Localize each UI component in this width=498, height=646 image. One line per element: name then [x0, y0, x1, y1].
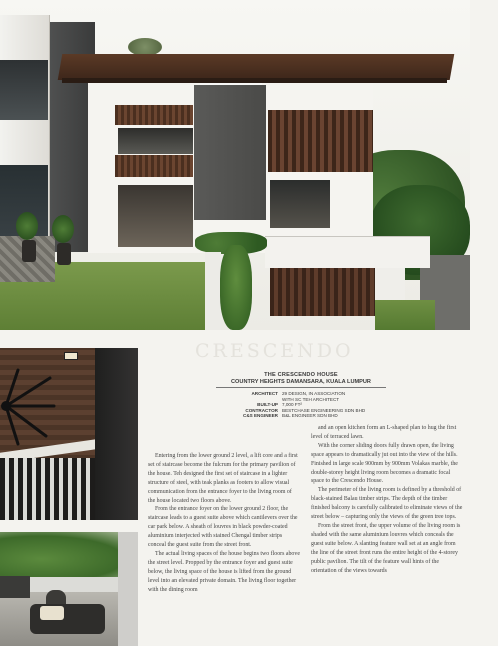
- body-column-2: [311, 424, 463, 575]
- body-paragraph: The perimeter of the living room is defined by a threshold of black-stained Balau timber strips. The depth of the timber finished balcony is carefully calibrated to eliminate views of the street below – capturing only the views of the green tree tops.: [311, 487, 463, 521]
- faded-watermark: CRESCENDO: [195, 340, 354, 362]
- house-exterior-photo: [0, 0, 470, 330]
- credit-value: B&L ENGINEER SDN BHD: [282, 413, 338, 419]
- body-column-1: [148, 452, 300, 595]
- body-paragraph: From the street front, the upper volume of the living room is shaded with the same aluminium louvres which conceals the guest suite below. A slanting feature wall set at an angle from the line of the street front runs the entire height of the 4-storey public pavilion. The tilt of the feature wall hints of the orientation of the views towards: [311, 522, 461, 574]
- credit-value: WITH SC TEH ARCHITECT: [282, 396, 340, 402]
- project-credits: [216, 372, 386, 419]
- credit-row: [216, 413, 365, 419]
- body-paragraph: The actual living spaces of the house begins two floors above the street level. Propped by the entrance foyer and guest suite below, the living space of the house is lifted from the ground level into an elevated private domain. The living floor together with the dining room: [148, 550, 300, 593]
- credit-label: BUILT-UP: [257, 402, 278, 408]
- ceiling-fan-icon: [0, 366, 58, 446]
- project-location: COUNTRY HEIGHTS DAMANSARA, KUALA LUMPUR: [216, 379, 386, 388]
- credit-label: C&S ENGINEER: [243, 413, 278, 419]
- body-paragraph: With the corner sliding doors fully drawn open, the living space appears to dramatically jut out into the view of the hills. Finished in large scale 900mm by 900mm Volakas marble, the double-storey height living room becomes a dramatic focal space to the Crescendo House.: [311, 442, 458, 485]
- living-room-photo: [0, 532, 138, 646]
- body-paragraph: and an open kitchen form an L-shaped plan to hug the first level of terraced lawn.: [311, 425, 457, 440]
- credit-value: 7,000 FT²: [282, 402, 302, 408]
- credits-table: [216, 391, 365, 419]
- credit-value: BESTCHASE ENGINEERING SDN BHD: [282, 407, 366, 413]
- credit-value: 29 DESIGN, IN ASSOCIATION: [282, 391, 346, 396]
- credit-label: CONTRACTOR: [245, 407, 278, 413]
- body-paragraph: Entering from the lower ground 2 level, a lift core and a first set of staircase become the fulcrum for the primary pavilion of the house. Teh designed the first set of staircase in a lighter structure of steel, with teak planks as footers to allow visual communication from the entrance foyer to the living room of the house located two floors above.: [148, 453, 298, 504]
- project-title: THE CRESCENDO HOUSE: [264, 372, 338, 378]
- ceiling-louvre-photo: [0, 348, 138, 520]
- body-paragraph: From the entrance foyer on the lower ground 2 floor, the staircase leads to a guest suite above which cantilevers over the car park below. A sheath of louvres in black powder-coated aluminium interjected with stained Chengal timber strips conceal the guest suite from the street front.: [148, 506, 298, 549]
- credit-label: ARCHITECT: [251, 391, 278, 396]
